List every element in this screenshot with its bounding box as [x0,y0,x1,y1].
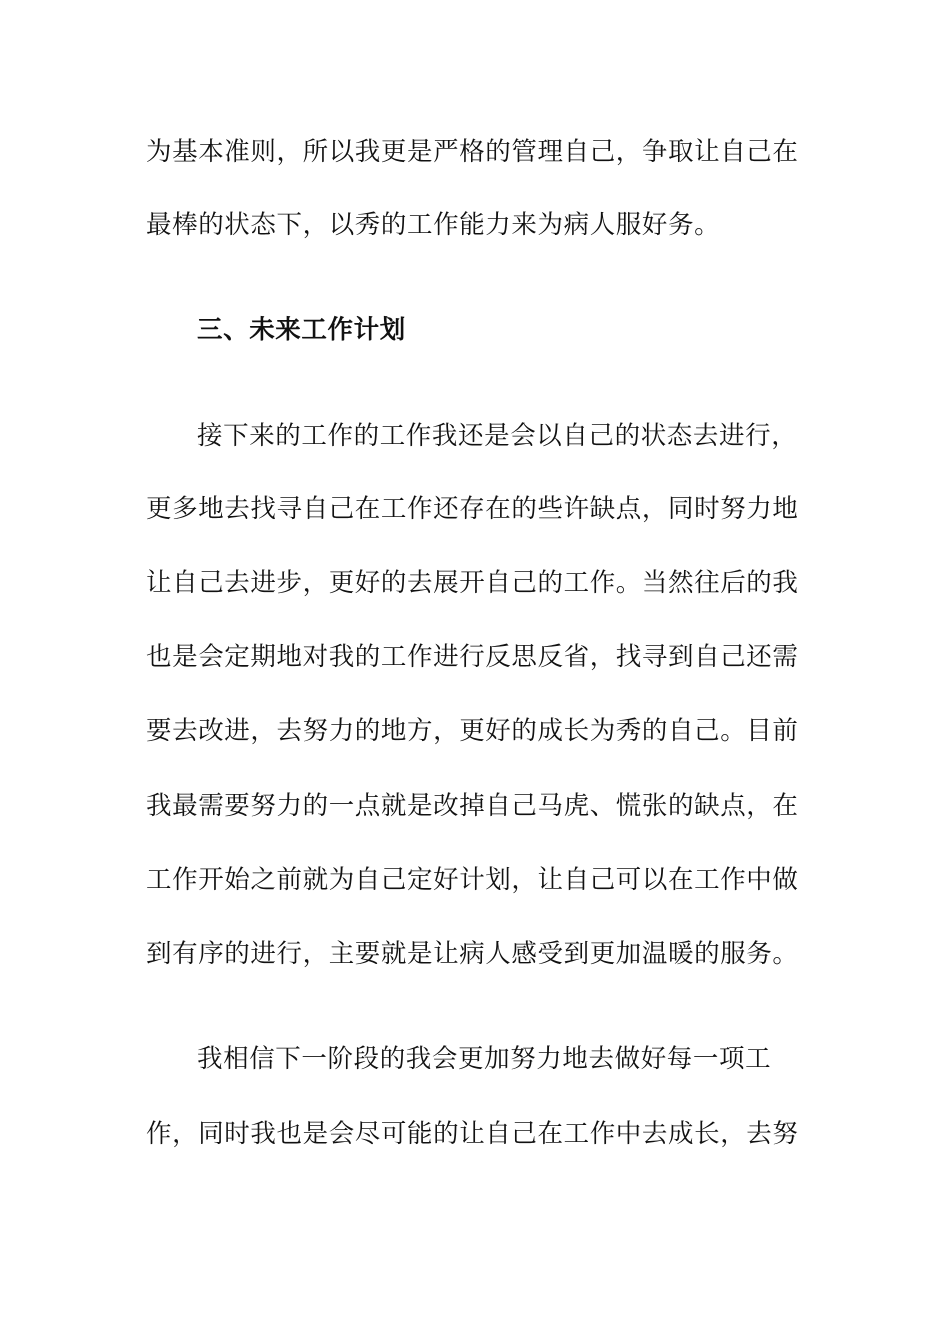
paragraph-2-line-4: 也是会定期地对我的工作进行反思反省，找寻到自己还需 [146,642,799,672]
paragraph-1-line-1: 为基本准则，所以我更是严格的管理自己，争取让自己在 [146,137,799,167]
paragraph-2-line-5: 要去改进，去努力的地方，更好的成长为秀的自己。目前 [146,716,799,746]
section-heading: 三、未来工作计划 [197,315,406,345]
paragraph-3-line-2: 作，同时我也是会尽可能的让自己在工作中去成长，去努 [146,1119,799,1149]
paragraph-2-line-2: 更多地去找寻自己在工作还存在的些许缺点，同时努力地 [146,494,799,524]
paragraph-3-line-1: 我相信下一阶段的我会更加努力地去做好每一项工 [197,1044,772,1074]
paragraph-2-line-8: 到有序的进行，主要就是让病人感受到更加温暖的服务。 [146,939,799,969]
paragraph-2-line-3: 让自己去进步，更好的去展开自己的工作。当然往后的我 [146,568,799,598]
paragraph-2-line-1: 接下来的工作的工作我还是会以自己的状态去进行， [197,421,798,451]
paragraph-1-line-2: 最棒的状态下，以秀的工作能力来为病人服好务。 [146,210,721,240]
paragraph-2-line-6: 我最需要努力的一点就是改掉自己马虎、慌张的缺点，在 [146,791,799,821]
paragraph-2-line-7: 工作开始之前就为自己定好计划，让自己可以在工作中做 [146,865,799,895]
